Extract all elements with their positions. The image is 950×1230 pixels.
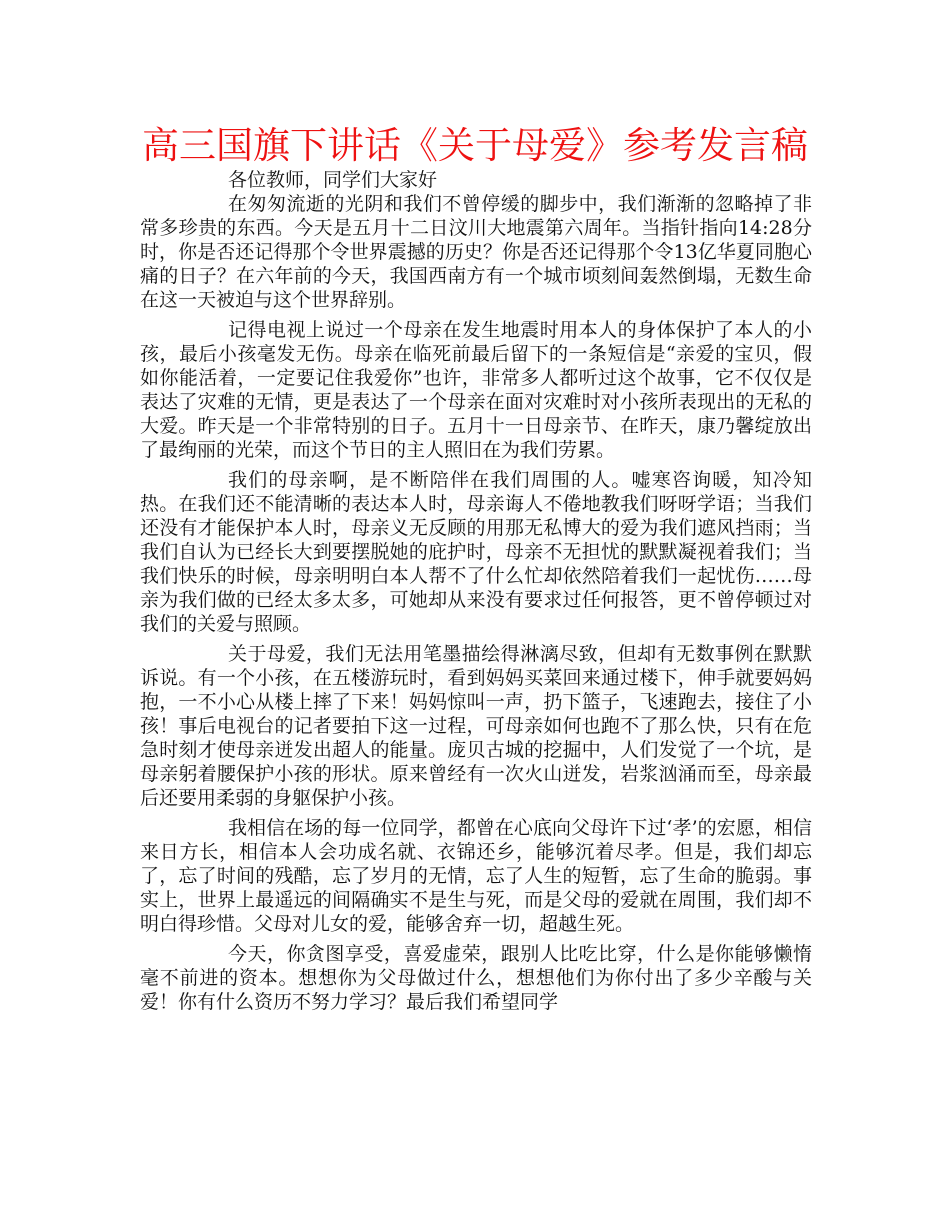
paragraph-2: 记得电视上说过一个母亲在发生地震时用本人的身体保护了本人的小孩，最后小孩毫发无伤。母亲在临死前最后留下的一条短信是“亲爱的宝贝，假如你能活着，一定要记住我爱你”也许，非常多人都听过这个故事，它不仅仅是表达了灾难的无情，更是表达了一个母亲在面对灾难时对小孩所表现出的无私的大爱。昨天是一个非常特别的日子。五月十一日母亲节、在昨天，康乃馨绽放出了最绚丽的光荣，而这个节日的主人照旧在为我们劳累。 (140, 319, 812, 461)
paragraph-3: 我们的母亲啊，是不断陪伴在我们周围的人。嘘寒咨询暖，知冷知热。在我们还不能清晰的表达本人时，母亲诲人不倦地教我们呀呀学语；当我们还没有才能保护本人时，母亲义无反顾的用那无私博大的爱为我们遮风挡雨；当我们自认为已经长大到要摆脱她的庇护时，母亲不无担忧的默默凝视着我们；当我们快乐的时候，母亲明明白本人帮不了什么忙却依然陪着我们一起忧伤……母亲为我们做的已经太多太多，可她却从来没有要求过任何报答，更不曾停顿过对我们的关爱与照顾。 (140, 469, 812, 635)
paragraph-6: 今天，你贪图享受，喜爱虚荣，跟别人比吃比穿，什么是你能够懒惰毫不前进的资本。想想你为父母做过什么，想想他们为你付出了多少辛酸与关爱！你有什么资历不努力学习？最后我们希望同学 (140, 943, 812, 1013)
document-body (140, 168, 812, 1014)
greeting-line: 各位教师，同学们大家好 (228, 169, 438, 191)
paragraph-4: 关于母爱，我们无法用笔墨描绘得淋漓尽致，但却有无数事例在默默诉说。有一个小孩，在五楼游玩时，看到妈妈买菜回来通过楼下，伸手就要妈妈抱，一不小心从楼上摔了下来！妈妈惊叫一声，扔下篮子，飞速跑去，接住了小孩！事后电视台的记者要拍下这一过程，可母亲如何也跑不了那么快，只有在危急时刻才使母亲迸发出超人的能量。庞贝古城的挖掘中，人们发觉了一个坑，是母亲躬着腰保护小孩的形状。原来曾经有一次火山迸发，岩浆汹涌而至，母亲最后还要用柔弱的身躯保护小孩。 (140, 643, 812, 809)
paragraph-5: 我相信在场的每一位同学，都曾在心底向父母许下过‘孝’的宏愿，相信来日方长，相信本人会功成名就、衣锦还乡，能够沉着尽孝。但是，我们却忘了，忘了时间的残酷，忘了岁月的无情，忘了人生的短暂，忘了生命的脆弱。事实上，世界上最遥远的间隔确实不是生与死，而是父母的爱就在周围，我们却不明白得珍惜。父母对儿女的爱，能够舍弃一切，超越生死。 (140, 817, 812, 935)
document-title: 高三国旗下讲话《关于母爱》参考发言稿 (142, 124, 808, 167)
paragraph-1: 在匆匆流逝的光阴和我们不曾停缓的脚步中，我们渐渐的忽略掉了非常多珍贵的东西。今天是五月十二日汶川大地震第六周年。当指针指向14:28分时，你是否还记得那个令世界震撼的历史？你是否还记得那个令13亿华夏同胞心痛的日子？在六年前的今天，我国西南方有一个城市顷刻间轰然倒塌，无数生命在这一天被迫与这个世界辞别。 (140, 193, 812, 311)
